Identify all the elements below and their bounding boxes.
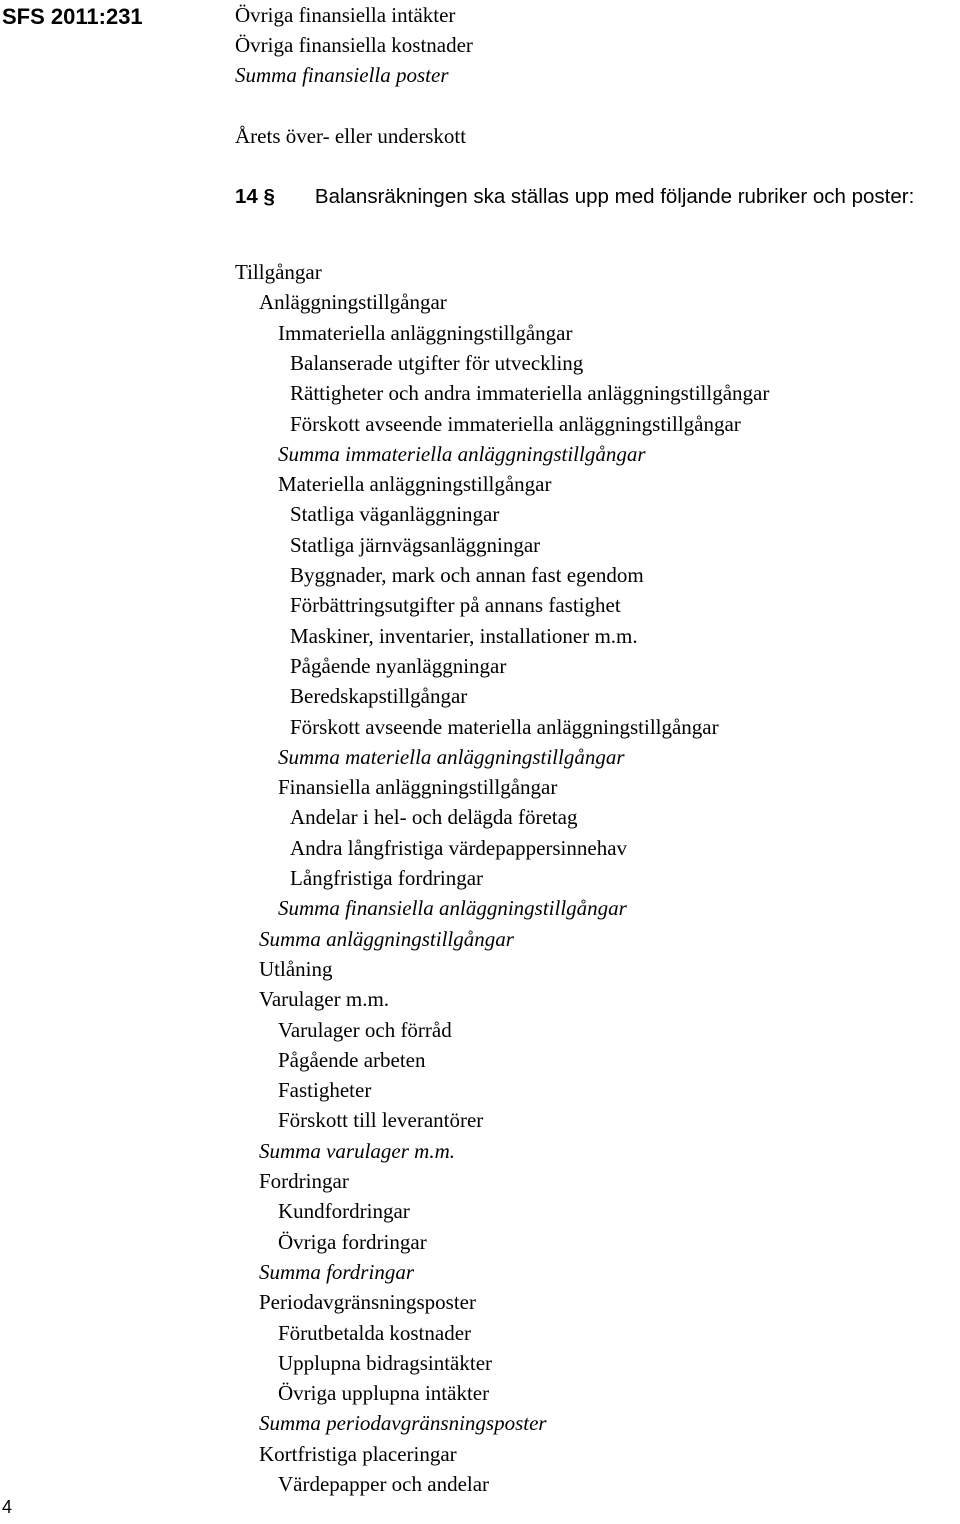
balance-line: Immateriella anläggningstillgångar — [278, 321, 573, 345]
balance-line: Maskiner, inventarier, installationer m.m. — [290, 624, 638, 648]
balance-line: Förskott avseende immateriella anläggningstillgångar — [290, 412, 741, 436]
balance-line: Rättigheter och andra immateriella anläggningstillgångar — [290, 381, 770, 405]
balance-line: Andra långfristiga värdepappersinnehav — [290, 836, 628, 860]
balance-line: Upplupna bidragsintäkter — [278, 1351, 493, 1375]
balance-line: Materiella anläggningstillgångar — [278, 472, 552, 496]
balance-line: Övriga upplupna intäkter — [278, 1381, 490, 1405]
balance-line: Periodavgränsningsposter — [259, 1290, 476, 1314]
balance-line: Andelar i hel- och delägda företag — [290, 805, 578, 829]
balance-sum-line: Summa varulager m.m. — [259, 1139, 455, 1163]
balance-line: Balanserade utgifter för utveckling — [290, 351, 584, 375]
balance-sum-line: Summa anläggningstillgångar — [259, 927, 514, 951]
balance-line: Tillgångar — [235, 260, 322, 284]
balance-line: Övriga fordringar — [278, 1230, 427, 1254]
balance-line: Varulager m.m. — [259, 987, 390, 1011]
balance-line: Kundfordringar — [278, 1199, 410, 1223]
balance-line: Förbättringsutgifter på annans fastighet — [290, 593, 621, 617]
balance-sum-line: Summa immateriella anläggningstillgångar — [278, 442, 646, 466]
balance-line: Varulager och förråd — [278, 1018, 452, 1042]
balance-line: Byggnader, mark och annan fast egendom — [290, 563, 644, 587]
intro-line: Övriga finansiella intäkter — [235, 3, 456, 27]
intro-line: Summa finansiella poster — [235, 63, 449, 87]
balance-line: Pågående nyanläggningar — [290, 654, 507, 678]
section-text: Balansräkningen ska ställas upp med följande rubriker och poster: — [314, 185, 915, 208]
balance-line: Fordringar — [259, 1169, 349, 1193]
balance-sum-line: Summa finansiella anläggningstillgångar — [278, 896, 627, 920]
intro-line: Årets över- eller underskott — [235, 124, 467, 148]
section-14-heading — [235, 185, 914, 209]
balance-line: Förskott till leverantörer — [278, 1108, 484, 1132]
balance-sum-line: Summa fordringar — [259, 1260, 414, 1284]
balance-line: Pågående arbeten — [278, 1048, 426, 1072]
sfs-number: SFS 2011:231 — [2, 4, 143, 29]
page-number: 4 — [2, 1497, 13, 1517]
balance-sum-line: Summa periodavgränsningsposter — [259, 1411, 547, 1435]
balance-line: Anläggningstillgångar — [259, 290, 447, 314]
balance-line: Långfristiga fordringar — [290, 866, 484, 890]
balance-line: Förutbetalda kostnader — [278, 1321, 472, 1345]
balance-line: Statliga järnvägsanläggningar — [290, 533, 541, 557]
balance-line: Beredskapstillgångar — [290, 684, 468, 708]
balance-line: Utlåning — [259, 957, 333, 981]
balance-line: Fastigheter — [278, 1078, 372, 1102]
intro-line: Övriga finansiella kostnader — [235, 33, 473, 57]
balance-line: Värdepapper och andelar — [278, 1472, 490, 1496]
balance-line: Kortfristiga placeringar — [259, 1442, 457, 1466]
balance-sum-line: Summa materiella anläggningstillgångar — [278, 745, 625, 769]
balance-line: Statliga väganläggningar — [290, 502, 500, 526]
section-number: 14 § — [235, 185, 275, 208]
balance-line: Förskott avseende materiella anläggningstillgångar — [290, 715, 719, 739]
balance-line: Finansiella anläggningstillgångar — [278, 775, 558, 799]
